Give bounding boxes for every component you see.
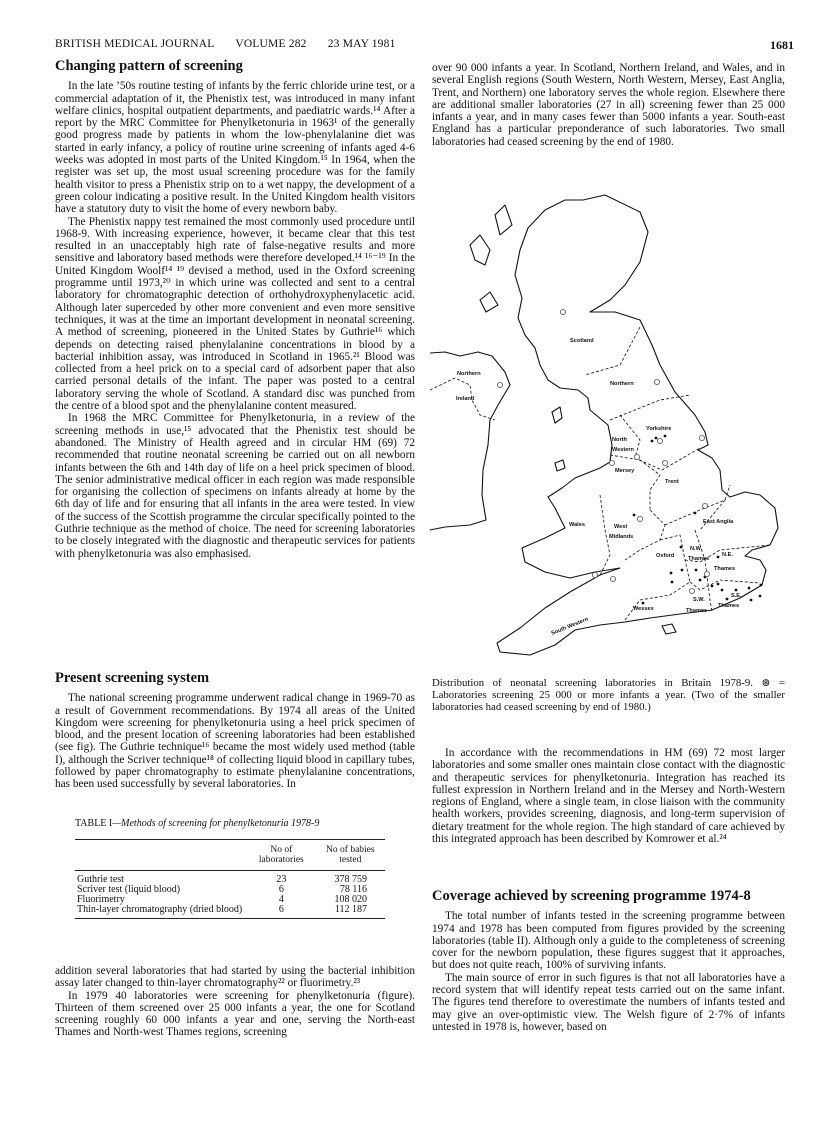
- ireland-outline: [430, 352, 510, 530]
- label-west-midlands-1: West: [614, 524, 628, 530]
- table: [75, 839, 385, 919]
- label-northern: Northern: [610, 381, 634, 387]
- section-present-system: [55, 672, 415, 791]
- paragraph: The main source of error in such figures is that not all laboratories have a record system that will identify repeat tests carried out on the same infant. The figures tend therefore to overestimate the numbers of infants tested and may give an over-optimistic view. The Welsh figure of 2·7% of infants untested in 1978 is, however, based on: [432, 971, 785, 1033]
- paragraph: The total number of infants tested in the screening programme between 1974 and 1978 has been computed from figures provided by the screening laboratories (table II). Although only a guide to the completeness of screening cover for the newborn population, these figures suggest that it approaches, but does not quite reach, 100% of surviving infants.: [432, 910, 785, 972]
- table-cell: 108 020: [334, 894, 367, 905]
- section-heading: Changing pattern of screening: [55, 58, 243, 74]
- isle-of-wight: [662, 624, 676, 634]
- column-header: No of babies tested: [326, 845, 375, 865]
- paragraph: The Phenistix nappy test remained the most commonly used procedure until 1968-9. With increasing experience, however, it became clear that this test resulted in an unacceptably high rate of false-negative results and more sensitive and laboratory based methods were therefore developed.¹⁴ ¹⁶⁻¹⁹ In the United Kingdom Woolf¹⁴ ¹⁹ devised a method, used in the Oxford screening programme until 1973,²⁰ in which urine was collected and sent to a central laboratory for chromatographic detection of orthohydroxyphenylacetic acid. Although later superceded by other more convenient and even more sensitive techniques, it was at the time an important development in neonatal screening. A method of screening, pioneered in the United States by Guthrie¹⁶ which depends on detecting raised phenylalanine concentrations in blood by a bacterial inhibition assay, was introduced in Scotland in 1965.²¹ Blood was collected from a heel prick on to a special card of adsorbent paper that also carried personal details of the infant. The paper was posted to a central laboratory serving the whole of Scotland. A standard disc was punched from the centre of a blood spot and the phenylalanine content measured.: [55, 215, 415, 413]
- small-labs: [633, 435, 763, 605]
- journal-name: BRITISH MEDICAL JOURNAL: [55, 38, 215, 50]
- region-boundaries: [430, 327, 770, 620]
- label-scotland: Scotland: [570, 338, 594, 344]
- label-west-midlands-2: Midlands: [609, 534, 634, 540]
- paragraph: addition several laboratories that had started by using the bacterial inhibition assay later changed to thin-layer chromatography²² or fluorimetry.²³: [55, 965, 415, 990]
- table-cell: 378 759: [334, 874, 367, 885]
- label-wales: Wales: [569, 522, 585, 528]
- section-present-right-2: [432, 747, 785, 845]
- label-north-western-2: Western: [612, 447, 634, 453]
- label-wessex: Wessex: [633, 606, 654, 612]
- table-cell: 23: [276, 874, 287, 885]
- label-nw-thames-2: Thames: [688, 556, 710, 562]
- label-nw-thames-1: N.W.: [690, 546, 703, 552]
- column-header: [75, 840, 247, 871]
- anglesey: [555, 460, 565, 471]
- table-label: TABLE I: [75, 818, 113, 829]
- table-cell: Guthrie test: [77, 874, 124, 885]
- label-northern-ireland-2: Ireland: [456, 396, 475, 402]
- table-title: —Methods of screening for phenylketonuria 1978-9: [112, 818, 320, 829]
- column-header: No of laboratories: [258, 845, 304, 865]
- paragraph: The national screening programme underwent radical change in 1969-70 as a result of Government recommendations. By 1974 all areas of the United Kingdom were screening for phenylketonuria using a heel prick specimen of blood, and the present location of screening laboratories had been established (see fig). The Guthrie technique¹⁶ became the most widely used method (table I), although the Scriver technique¹⁸ of collecting liquid blood in capillary tubes, followed by paper chromatography to estimate phenylalanine concentrations, has been used successfully by several laboratories. In: [55, 692, 415, 791]
- hebrides: [470, 205, 512, 312]
- table-cell: 4: [278, 894, 284, 905]
- volume: VOLUME 282: [235, 38, 307, 50]
- label-trent: Trent: [665, 479, 679, 485]
- paragraph: In 1979 40 laboratories were screening for phenylketonuria (figure). Thirteen of them screened over 25 000 infants a year, the one for Scotland screening roughly 60 000 infants a year and one, serving the North-east Thames and North-west Thames regions, screening: [55, 989, 415, 1039]
- paragraph: In the late ’50s routine testing of infants by the ferric chloride urine test, or a commercial adaptation of it, the Phenistix test, was introduced in many infant welfare clinics, hospital outpatient departments, and paediatric wards.¹⁴ After a report by the MRC Committee for Phenylketonuria in 1963¹ of the generally good progress made by patients in whom the low-phenylalanine diet was started in early infancy, a policy of routine urine screening of infants aged 4-6 weeks was adopted in most parts of the United Kingdom.¹⁵ In 1964, when the register was set up, the most usual screening procedure was for the family health visitor to press a Phenistix strip on to a wet nappy, the development of a green colour indicating a positive result. In the United Kingdom health visitors have a statutory duty to visit the home of every newborn baby.: [55, 80, 415, 216]
- label-sw-thames-1: S.W.: [693, 597, 705, 603]
- label-northern-ireland-1: Northern: [457, 371, 481, 377]
- table-caption: [75, 818, 395, 829]
- table-cell: 112 187: [334, 904, 367, 915]
- large-labs: [497, 309, 709, 593]
- label-ne-thames-1: N.E.: [722, 552, 733, 558]
- paragraph: In 1968 the MRC Committee for Phenylketonuria, in a review of the screening methods in use,¹⁵ advocated that the Phenistix test should be abandoned. The Ministry of Health agreed and in circular HM (69) 72 recommended that routine neonatal screening be carried out on all newborn infants between the 6th and 14th day of life on a heel prick specimen of blood. The senior administrative medical officer in each region was made responsible for organising the collection of specimens on infants already at home by the 6th day of life and for ensuring that all infants in the area were tested. In view of the success of the Scottish programme the circular specifically pointed to the Guthrie technique as the method of choice. The need for screening laboratories to be closely integrated with the diagnostic and therapeutic services for patients with phenylketonuria was also emphasised.: [55, 412, 415, 560]
- label-south-western: South Western: [550, 616, 590, 637]
- table-cell: Thin-layer chromatography (dried blood): [77, 904, 243, 915]
- paragraph: over 90 000 infants a year. In Scotland, Northern Ireland, and Wales, and in several English regions (South Western, North Western, Mersey, East Anglia, Trent, and Northern) one laboratory serves the whole region. Elsewhere there are additional smaller laboratories (27 in all) screening fewer than 25 000 infants a year, and in many cases fewer than 5000 infants a year. South-east England has a particular preponderance of such laboratories. Two small laboratories had ceased screening by the end of 1980.: [432, 62, 785, 148]
- section-coverage: [432, 890, 785, 1033]
- section-heading: Present screening system: [55, 670, 210, 686]
- table-1: [75, 818, 395, 919]
- table-cell: 6: [278, 904, 284, 915]
- paragraph: In accordance with the recommendations in HM (69) 72 most larger laboratories and some smaller ones maintain close contact with the diagnostic and therapeutic services for phenylketonuria. Integration has reached its fullest expression in Northern Ireland and in the Mersey and North-Western regions of England, where a single team, in close liaison with the community health workers, provides screening, diagnosis, and long-term supervision of dietary treatment for the whole region. The high standard of care achieved by this integrated approach has been described by Komrower et al.²⁴: [432, 747, 785, 846]
- isle-of-man: [552, 407, 562, 423]
- great-britain-outline: [497, 195, 778, 655]
- label-yorkshire: Yorkshire: [646, 426, 672, 432]
- table-cell: Fluorimetry: [77, 894, 125, 905]
- label-sw-thames-2: Thames: [686, 608, 708, 614]
- label-oxford: Oxford: [656, 553, 675, 559]
- table-cell: Scriver test (liquid blood): [77, 884, 181, 895]
- table-row: [75, 905, 385, 919]
- label-ne-thames-2: Thames: [714, 566, 736, 572]
- table-row: [75, 871, 385, 886]
- label-mersey: Mersey: [615, 468, 635, 474]
- label-north-western-1: North: [612, 437, 627, 443]
- issue-date: 23 MAY 1981: [327, 38, 396, 50]
- section-heading: Coverage achieved by screening programme 1974-8: [432, 888, 751, 904]
- table-cell: 6: [278, 884, 284, 895]
- section-present-continued: [55, 965, 415, 1039]
- label-se-thames-2: Thames: [718, 603, 740, 609]
- figure-caption: Distribution of neonatal screening laboratories in Britain 1978-9. ⊛ = Laboratories screening 25 000 or more infants a year. (Two of the smaller laboratories had ceased screening by end of 1980.): [432, 677, 785, 713]
- page-number: 1681: [770, 38, 794, 52]
- table-cell: 78 116: [339, 884, 367, 895]
- label-se-thames-1: S.E.: [731, 593, 742, 599]
- label-east-anglia: East Anglia: [703, 519, 734, 525]
